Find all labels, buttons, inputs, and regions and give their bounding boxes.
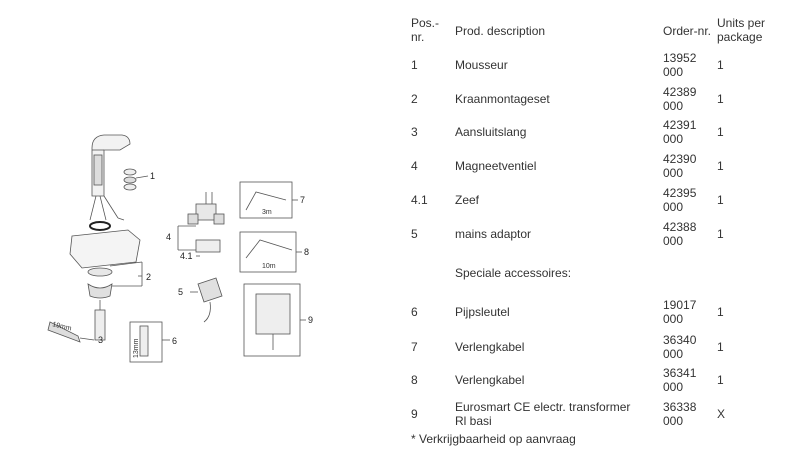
row-9-order [663, 400, 696, 428]
row-2-order-line1: 42389 [663, 85, 697, 99]
callout-6: 6 [172, 336, 178, 346]
row-9-units: X [717, 407, 726, 421]
row-6-order-line2: 000 [663, 312, 684, 326]
row-3-desc: Aansluitslang [455, 125, 527, 139]
row-3-order-line2: 000 [663, 132, 684, 146]
row-5-order-line2: 000 [663, 234, 684, 248]
row-9-order-line2: 000 [663, 414, 684, 428]
callout-7: 7 [300, 195, 306, 205]
callout-5: 5 [178, 287, 184, 297]
mounting-set-drawing [70, 230, 142, 340]
row-7-order-line1: 36340 [663, 333, 697, 347]
row-5-desc: mains adaptor [455, 227, 532, 241]
row-1-order-line1: 13952 [663, 51, 697, 65]
callout-1: 1 [150, 171, 156, 181]
row-2-desc: Kraanmontageset [455, 92, 550, 106]
row-9-pos: 9 [411, 407, 418, 421]
row-5-units: 1 [717, 227, 724, 241]
dimension-10m: 10m [262, 263, 276, 270]
row-4-desc: Magneetventiel [455, 159, 537, 173]
dimension-3m: 3m [262, 209, 272, 216]
row-4-1-pos: 4.1 [411, 193, 428, 207]
row-2-order-line2: 000 [663, 99, 684, 113]
row-6-units: 1 [717, 305, 724, 319]
row-4-order [663, 152, 696, 180]
row-8-order-line2: 000 [663, 380, 684, 394]
header-pos-line1: Pos.- [411, 16, 440, 30]
row-4-1-order-line2: 000 [663, 200, 684, 214]
row-7-units: 1 [717, 340, 724, 354]
row-3-order-line1: 42391 [663, 118, 697, 132]
row-9-desc [455, 400, 630, 428]
row-8-order-line1: 36341 [663, 366, 697, 380]
row-8-units: 1 [717, 373, 724, 387]
row-2-pos: 2 [411, 92, 418, 106]
aerator-drawing [124, 169, 148, 190]
header-units-line1: Units per [717, 16, 766, 30]
row-9-order-line1: 36338 [663, 400, 697, 414]
callout-4-1: 4.1 [180, 251, 193, 261]
row-4-units: 1 [717, 159, 724, 173]
row-3-pos: 3 [411, 125, 418, 139]
row-5-pos: 5 [411, 227, 418, 241]
header-units-line2: package [717, 30, 763, 44]
row-4-1-order [663, 186, 696, 214]
row-7-pos: 7 [411, 340, 418, 354]
faucet-body-drawing [90, 135, 130, 220]
callout-8: 8 [304, 247, 310, 257]
row-1-units: 1 [717, 58, 724, 72]
row-9-desc-line1: Eurosmart CE electr. transformer [455, 400, 631, 414]
header-description: Prod. description [455, 24, 546, 38]
row-4-pos: 4 [411, 159, 418, 173]
row-6-order-line1: 19017 [663, 298, 697, 312]
callout-4: 4 [166, 232, 172, 242]
row-4-1-desc: Zeef [455, 193, 480, 207]
section-title-accessories: Speciale accessoires: [455, 266, 572, 280]
row-4-order-line1: 42390 [663, 152, 697, 166]
callout-2: 2 [146, 272, 152, 282]
transformer-drawing [244, 284, 306, 356]
dimension-13mm: 13mm [133, 338, 140, 358]
row-6-order [663, 298, 696, 326]
row-4-1-order-line1: 42395 [663, 186, 697, 200]
row-6-desc: Pijpsleutel [455, 305, 510, 319]
row-3-units: 1 [717, 125, 724, 139]
row-6-pos: 6 [411, 305, 418, 319]
dimension-19mm: 19mm [51, 321, 73, 333]
row-7-order-line2: 000 [663, 347, 684, 361]
callout-3: 3 [98, 335, 104, 345]
row-1-pos: 1 [411, 58, 418, 72]
header-pos [411, 16, 439, 44]
row-8-order [663, 366, 696, 394]
row-1-order-line2: 000 [663, 65, 684, 79]
row-8-desc: Verlengkabel [455, 373, 525, 387]
header-order-nr: Order-nr. [663, 24, 712, 38]
row-1-order [663, 51, 696, 79]
row-2-order [663, 85, 696, 113]
row-7-desc: Verlengkabel [455, 340, 525, 354]
row-8-pos: 8 [411, 373, 418, 387]
row-4-1-units: 1 [717, 193, 724, 207]
header-units [717, 16, 765, 44]
row-4-order-line2: 000 [663, 166, 684, 180]
row-1-desc: Mousseur [455, 58, 508, 72]
header-pos-line2: nr. [411, 30, 425, 44]
row-2-units: 1 [717, 92, 724, 106]
callout-9: 9 [308, 315, 314, 325]
row-9-desc-line2: Rl basi [455, 414, 492, 428]
mains-adaptor-drawing [190, 278, 222, 322]
row-5-order-line1: 42388 [663, 220, 697, 234]
row-3-order [663, 118, 696, 146]
footnote: * Verkrijgbaarheid op aanvraag [411, 432, 576, 446]
magnet-valve-drawing [178, 192, 224, 256]
row-7-order [663, 333, 696, 361]
row-5-order [663, 220, 696, 248]
